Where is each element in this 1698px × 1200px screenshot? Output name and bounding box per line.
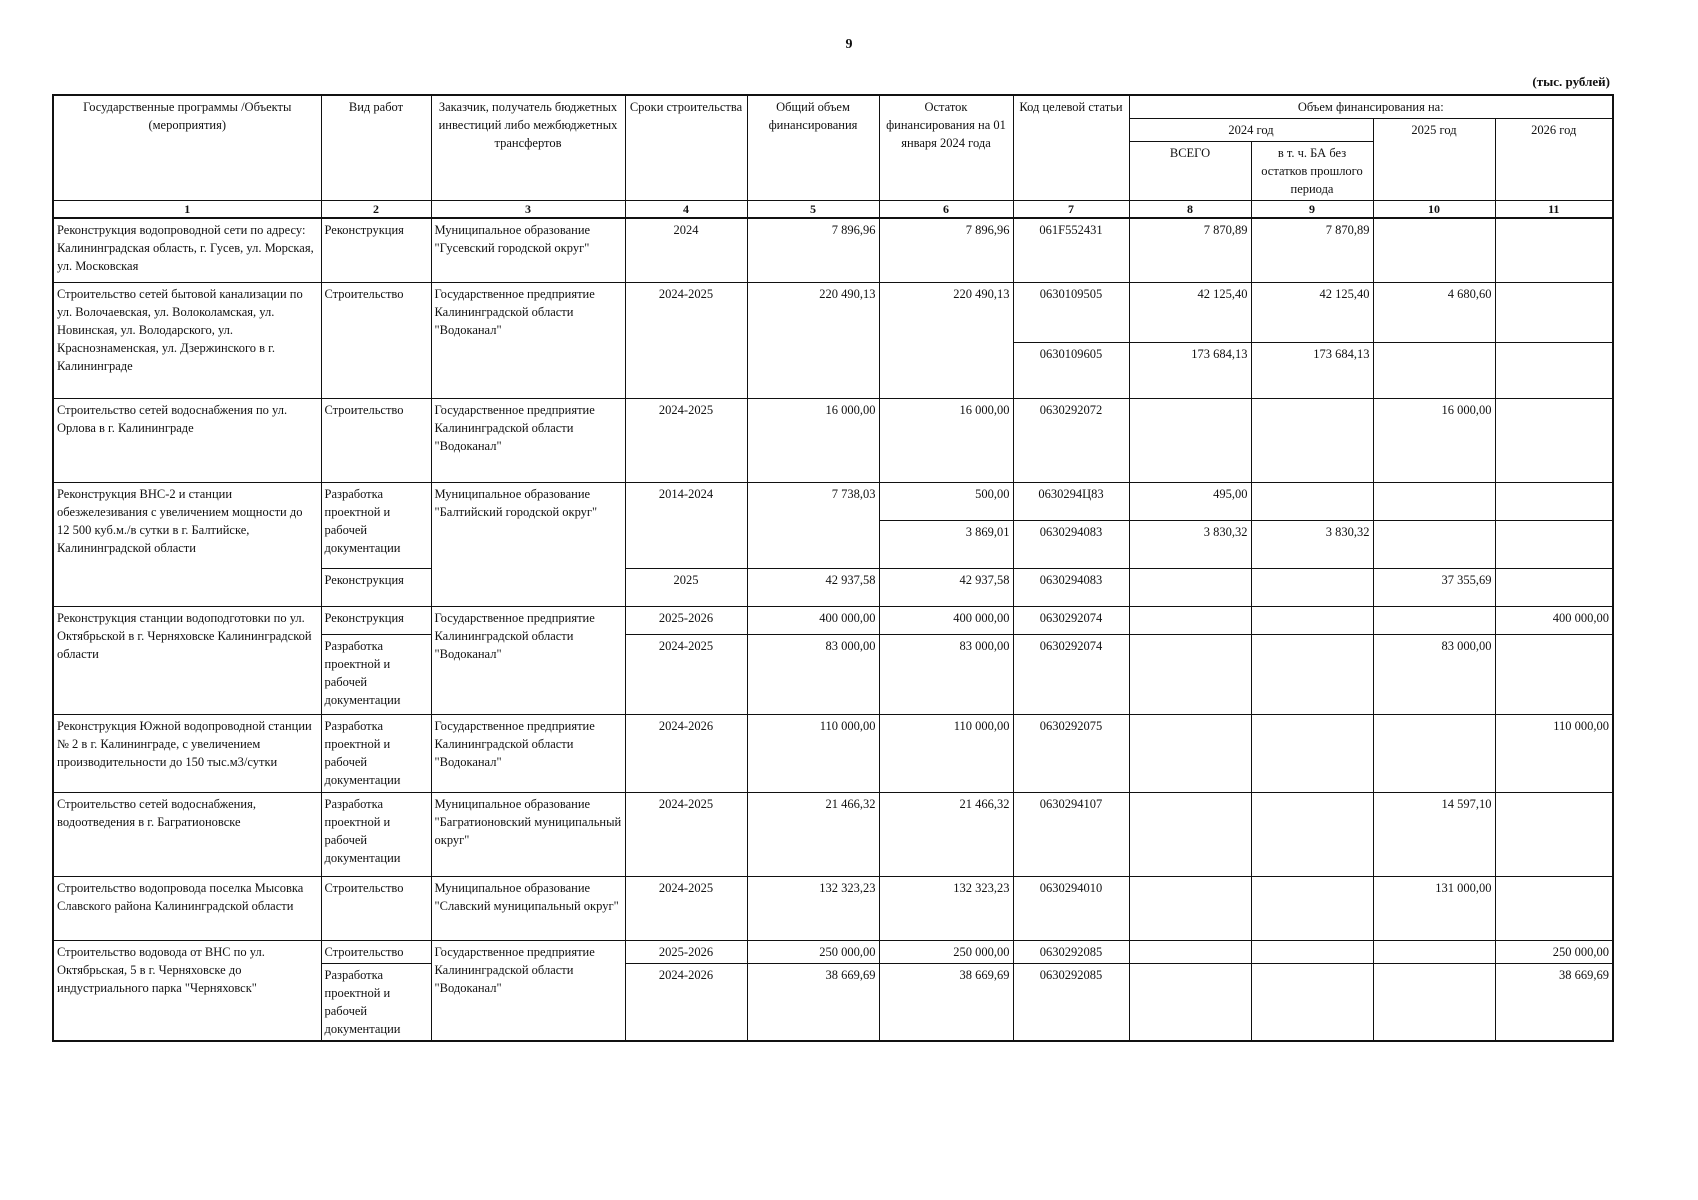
col-number: 2: [321, 201, 431, 219]
total: 42 937,58: [747, 568, 879, 606]
value-2026: [1495, 218, 1613, 282]
col-number: 7: [1013, 201, 1129, 219]
object-name: Строительство сетей водоснабжения, водоотведения в г. Багратионовске: [53, 792, 321, 876]
value-2026: 400 000,00: [1495, 606, 1613, 634]
value-2025: 131 000,00: [1373, 876, 1495, 940]
work-type: Реконструкция: [321, 218, 431, 282]
work-type: Разработка проектной и рабочей документации: [321, 963, 431, 1041]
table-row: [53, 876, 1613, 940]
value-2025: [1373, 940, 1495, 963]
col-number: 1: [53, 201, 321, 219]
all-2024: [1129, 714, 1251, 792]
total: 83 000,00: [747, 634, 879, 714]
value-2025: 16 000,00: [1373, 398, 1495, 482]
customer: Муниципальное образование "Славский муниципальный округ": [431, 876, 625, 940]
ba-2024: [1251, 606, 1373, 634]
header-code: Код целевой статьи: [1013, 95, 1129, 201]
object-name: Реконструкция водопроводной сети по адресу: Калининградская область, г. Гусев, ул. Морская, ул. Московская: [53, 218, 321, 282]
header-incl-ba: в т. ч. БА без остатков прошлого периода: [1251, 142, 1373, 201]
value-2025: [1373, 520, 1495, 568]
value-2026: [1495, 520, 1613, 568]
work-type: Разработка проектной и рабочей документации: [321, 792, 431, 876]
value-2026: [1495, 634, 1613, 714]
all-2024: 3 830,32: [1129, 520, 1251, 568]
ba-2024: [1251, 876, 1373, 940]
header-work-type: Вид работ: [321, 95, 431, 201]
terms: 2024-2026: [625, 714, 747, 792]
header-terms: Сроки строительства: [625, 95, 747, 201]
value-2026: 110 000,00: [1495, 714, 1613, 792]
terms: 2025-2026: [625, 606, 747, 634]
header-programs: Государственные программы /Объекты (мероприятия): [53, 95, 321, 201]
total: 220 490,13: [747, 282, 879, 398]
ba-2024: 42 125,40: [1251, 282, 1373, 342]
header-2025: 2025 год: [1373, 119, 1495, 201]
col-number: 6: [879, 201, 1013, 219]
terms: 2024-2025: [625, 792, 747, 876]
col-number: 8: [1129, 201, 1251, 219]
terms: 2024: [625, 218, 747, 282]
code: 0630292074: [1013, 606, 1129, 634]
header-all: ВСЕГО: [1129, 142, 1251, 201]
value-2025: [1373, 606, 1495, 634]
table-row: [53, 606, 1613, 634]
col-number: 4: [625, 201, 747, 219]
value-2026: [1495, 876, 1613, 940]
code: 0630292075: [1013, 714, 1129, 792]
col-number: 9: [1251, 201, 1373, 219]
object-name: Реконструкция ВНС-2 и станции обезжелезивания с увеличением мощности до 12 500 куб.м./в сутки в г. Балтийске, Калининградской области: [53, 482, 321, 606]
header-2026: 2026 год: [1495, 119, 1613, 201]
object-name: Реконструкция Южной водопроводной станции № 2 в г. Калининграде, с увеличением производительности до 150 тыс.м3/сутки: [53, 714, 321, 792]
value-2025: 37 355,69: [1373, 568, 1495, 606]
customer: Муниципальное образование "Гусевский городской округ": [431, 218, 625, 282]
remainder: 110 000,00: [879, 714, 1013, 792]
total: 132 323,23: [747, 876, 879, 940]
all-2024: [1129, 940, 1251, 963]
remainder: 132 323,23: [879, 876, 1013, 940]
ba-2024: [1251, 714, 1373, 792]
header-customer: Заказчик, получатель бюджетных инвестиций либо межбюджетных трансфертов: [431, 95, 625, 201]
ba-2024: 173 684,13: [1251, 342, 1373, 398]
code: 0630292072: [1013, 398, 1129, 482]
code: 0630294107: [1013, 792, 1129, 876]
work-type: Разработка проектной и рабочей документации: [321, 634, 431, 714]
value-2026: [1495, 792, 1613, 876]
col-number: 11: [1495, 201, 1613, 219]
remainder: 3 869,01: [879, 520, 1013, 568]
header-remainder: Остаток финансирования на 01 января 2024 года: [879, 95, 1013, 201]
total: 250 000,00: [747, 940, 879, 963]
ba-2024: [1251, 568, 1373, 606]
units-label: (тыс. рублей): [1532, 74, 1610, 89]
terms: 2025: [625, 568, 747, 606]
value-2026: [1495, 568, 1613, 606]
work-type: Разработка проектной и рабочей документации: [321, 482, 431, 568]
ba-2024: [1251, 634, 1373, 714]
terms: 2025-2026: [625, 940, 747, 963]
code: 0630292085: [1013, 963, 1129, 1041]
code: 0630292085: [1013, 940, 1129, 963]
code: 0630294083: [1013, 520, 1129, 568]
customer: Государственное предприятие Калининградской области "Водоканал": [431, 606, 625, 714]
ba-2024: [1251, 482, 1373, 520]
value-2025: 4 680,60: [1373, 282, 1495, 342]
remainder: 38 669,69: [879, 963, 1013, 1041]
remainder: 21 466,32: [879, 792, 1013, 876]
value-2026: [1495, 482, 1613, 520]
all-2024: [1129, 634, 1251, 714]
terms: 2024-2025: [625, 282, 747, 398]
customer: Государственное предприятие Калининградской области "Водоканал": [431, 282, 625, 398]
object-name: Строительство сетей бытовой канализации по ул. Волочаевская, ул. Волоколамская, ул. Новинская, ул. Володарского, ул. Краснознаменская, ул. Дзержинского в г. Калининграде: [53, 282, 321, 398]
code: 0630292074: [1013, 634, 1129, 714]
header-funding: Объем финансирования на:: [1129, 95, 1613, 119]
value-2025: 14 597,10: [1373, 792, 1495, 876]
all-2024: [1129, 792, 1251, 876]
all-2024: [1129, 568, 1251, 606]
ba-2024: 7 870,89: [1251, 218, 1373, 282]
value-2026: [1495, 342, 1613, 398]
remainder: 7 896,96: [879, 218, 1013, 282]
work-type: Разработка проектной и рабочей документации: [321, 714, 431, 792]
terms: 2024-2025: [625, 876, 747, 940]
work-type: Строительство: [321, 876, 431, 940]
work-type: Строительство: [321, 398, 431, 482]
customer: Государственное предприятие Калининградской области "Водоканал": [431, 714, 625, 792]
work-type: Строительство: [321, 282, 431, 398]
customer: Муниципальное образование "Багратионовский муниципальный округ": [431, 792, 625, 876]
total: 7 896,96: [747, 218, 879, 282]
work-type: Строительство: [321, 940, 431, 963]
financing-table: [52, 94, 1614, 1042]
remainder: 250 000,00: [879, 940, 1013, 963]
value-2026: 38 669,69: [1495, 963, 1613, 1041]
work-type: Реконструкция: [321, 568, 431, 606]
work-type: Реконструкция: [321, 606, 431, 634]
ba-2024: 3 830,32: [1251, 520, 1373, 568]
ba-2024: [1251, 940, 1373, 963]
terms: 2024-2025: [625, 398, 747, 482]
remainder: 16 000,00: [879, 398, 1013, 482]
ba-2024: [1251, 792, 1373, 876]
total: 16 000,00: [747, 398, 879, 482]
value-2026: [1495, 398, 1613, 482]
value-2025: [1373, 482, 1495, 520]
value-2026: [1495, 282, 1613, 342]
all-2024: 173 684,13: [1129, 342, 1251, 398]
code: 0630294083: [1013, 568, 1129, 606]
col-number: 10: [1373, 201, 1495, 219]
remainder: 400 000,00: [879, 606, 1013, 634]
table-row: [53, 792, 1613, 876]
table-row: [53, 714, 1613, 792]
header-total: Общий объем финансирования: [747, 95, 879, 201]
total: 110 000,00: [747, 714, 879, 792]
terms: 2024-2025: [625, 634, 747, 714]
header-2024: 2024 год: [1129, 119, 1373, 142]
table-row: [53, 940, 1613, 963]
code: 0630109505: [1013, 282, 1129, 342]
all-2024: 42 125,40: [1129, 282, 1251, 342]
terms: 2014-2024: [625, 482, 747, 568]
value-2025: [1373, 963, 1495, 1041]
all-2024: 495,00: [1129, 482, 1251, 520]
table-row: [53, 398, 1613, 482]
code: 0630109605: [1013, 342, 1129, 398]
table-row: [53, 218, 1613, 282]
header-row-1: [53, 95, 1613, 119]
object-name: Строительство сетей водоснабжения по ул. Орлова в г. Калининграде: [53, 398, 321, 482]
ba-2024: [1251, 398, 1373, 482]
object-name: Реконструкция станции водоподготовки по ул. Октябрьской в г. Черняховске Калининградской области: [53, 606, 321, 714]
table-row: [53, 282, 1613, 342]
all-2024: 7 870,89: [1129, 218, 1251, 282]
col-number: 3: [431, 201, 625, 219]
value-2025: 83 000,00: [1373, 634, 1495, 714]
table-row: [53, 482, 1613, 520]
remainder: 42 937,58: [879, 568, 1013, 606]
total: 21 466,32: [747, 792, 879, 876]
customer: Муниципальное образование "Балтийский городской округ": [431, 482, 625, 606]
total: 38 669,69: [747, 963, 879, 1041]
remainder: 220 490,13: [879, 282, 1013, 398]
all-2024: [1129, 963, 1251, 1041]
object-name: Строительство водовода от ВНС по ул. Октябрьская, 5 в г. Черняховске до индустриального парка "Черняховск": [53, 940, 321, 1041]
code: 0630294010: [1013, 876, 1129, 940]
code: 061F552431: [1013, 218, 1129, 282]
all-2024: [1129, 398, 1251, 482]
value-2026: 250 000,00: [1495, 940, 1613, 963]
customer: Государственное предприятие Калининградской области "Водоканал": [431, 940, 625, 1041]
value-2025: [1373, 218, 1495, 282]
remainder: 500,00: [879, 482, 1013, 520]
col-number: 5: [747, 201, 879, 219]
page-number: 9: [845, 37, 853, 52]
object-name: Строительство водопровода поселка Мысовка Славского района Калининградской области: [53, 876, 321, 940]
remainder: 83 000,00: [879, 634, 1013, 714]
total: 7 738,03: [747, 482, 879, 568]
ba-2024: [1251, 963, 1373, 1041]
total: 400 000,00: [747, 606, 879, 634]
all-2024: [1129, 606, 1251, 634]
column-numbers-row: [53, 201, 1613, 219]
customer: Государственное предприятие Калининградской области "Водоканал": [431, 398, 625, 482]
code: 0630294Ц83: [1013, 482, 1129, 520]
value-2025: [1373, 714, 1495, 792]
all-2024: [1129, 876, 1251, 940]
value-2025: [1373, 342, 1495, 398]
terms: 2024-2026: [625, 963, 747, 1041]
